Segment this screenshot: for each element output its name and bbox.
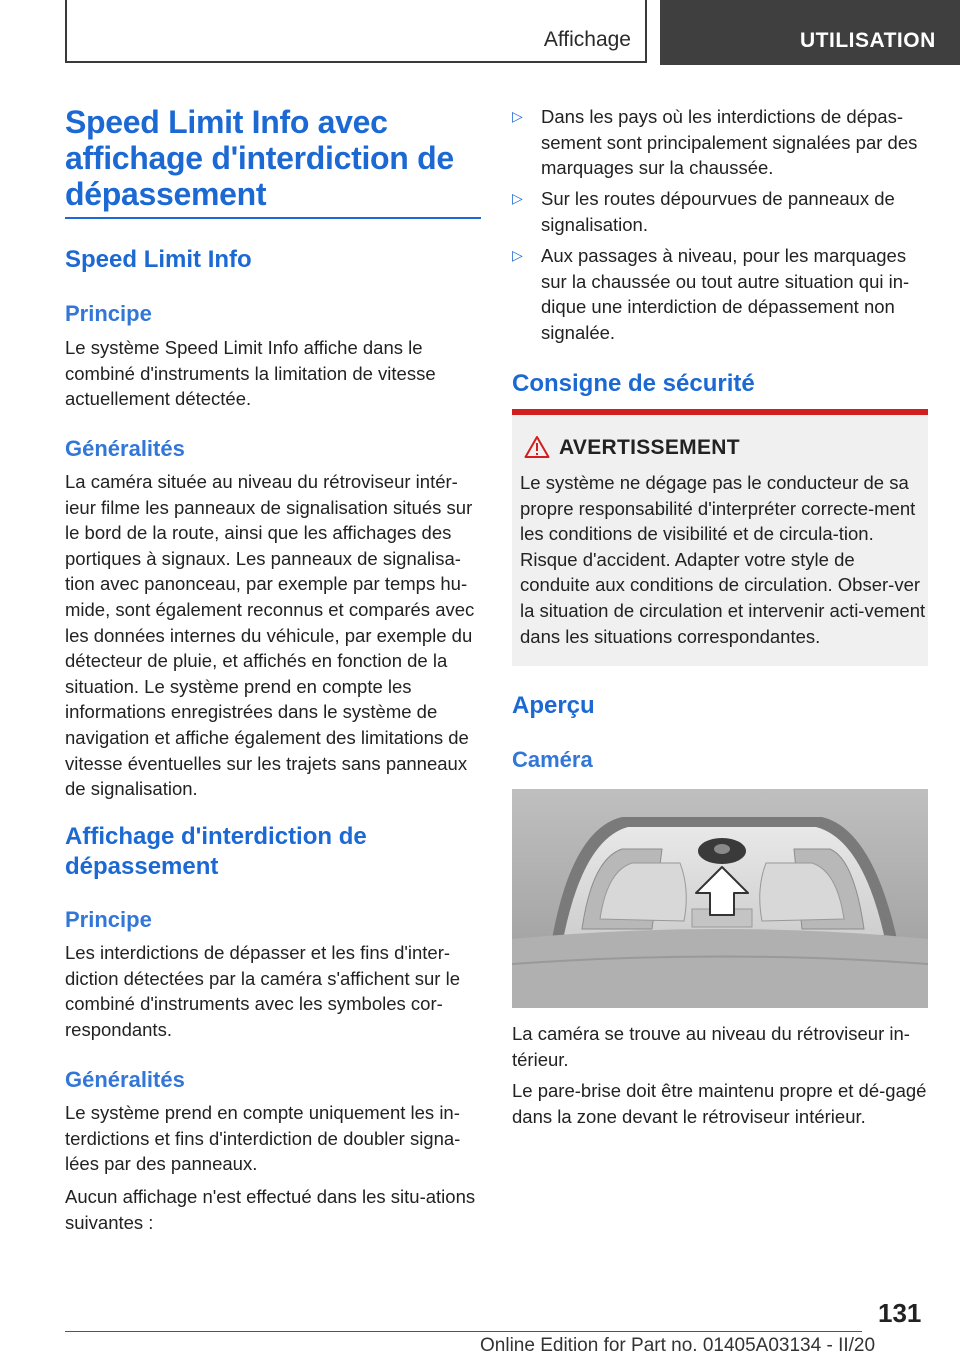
list-item-text: Dans les pays où les interdictions de dépas-sement sont principalement signalées par des marquages sur la chaussée. <box>541 106 918 179</box>
heading-affichage-interdiction: Affichage d'interdiction de dépassement <box>65 823 367 880</box>
header-section-title: Affichage <box>543 28 631 51</box>
heading-consigne-securite: Consigne de sécurité <box>512 370 755 397</box>
paragraph-generalites-1: La caméra située au niveau du rétroviseur intér-ieur filme les panneaux de signalisation situés sur le bord de la route, ainsi que les affichages des portiques à signaux. Les panneaux de signalisa-tion avec panonceau, par exemple par temps hu-mide, sont également reconnus et comparés avec les données internes du véhicule, par exemple du détecteur de pluie, et affichés en fonction de la situation. Le système prend en compte les informations enregistrées dans le système de navigation et affiche également des limitations de vitesse éventuelles sur les trajets sans panneaux de signalisation. <box>65 471 475 800</box>
list-item <box>512 104 928 181</box>
heading-apercu: Aperçu <box>512 692 595 719</box>
header-frame <box>65 0 647 63</box>
paragraph-aucun-affichage: Aucun affichage n'est effectué dans les situ-ations suivantes : <box>65 1186 476 1233</box>
page-title: Speed Limit Info avec affichage d'interdiction de dépassement <box>65 104 454 212</box>
heading-generalites-2: Généralités <box>65 1067 185 1092</box>
triangle-bullet-icon: ▷ <box>512 108 523 124</box>
page-number: 131 <box>878 1298 922 1328</box>
list-item-text: Aux passages à niveau, pour les marquages sur la chaussée ou tout autre situation qui in-dique une interdiction de dépassement non signalée. <box>541 245 910 343</box>
footer-divider <box>65 1331 862 1332</box>
footer-edition: Online Edition for Part no. 01405A03134 - II/20 <box>480 1335 876 1356</box>
triangle-bullet-icon: ▷ <box>512 247 523 263</box>
heading-principe-1: Principe <box>65 301 152 326</box>
list-item <box>512 243 928 345</box>
paragraph-generalites-2: Le système prend en compte uniquement les in-terdictions et fins d'interdiction de doubler signa-lées par des panneaux. <box>65 1102 461 1175</box>
header-chapter-tab: UTILISATION <box>660 0 960 65</box>
heading-generalites-1: Généralités <box>65 436 185 461</box>
camera-illustration <box>512 789 928 1008</box>
list-item-text: Sur les routes dépourvues de panneaux de signalisation. <box>541 188 895 235</box>
warning-text: Le système ne dégage pas le conducteur de sa propre responsabilité d'interpréter correcte-ment les conditions de visibilité et de circula-tion. Risque d'accident. Adapter votre style de conduite aux conditions de circulation. Obser-ver la situation de circulation et intervenir acti-vement dans les situations correspondantes. <box>520 472 926 647</box>
paragraph-principe-2: Les interdictions de dépasser et les fins d'inter-diction détectées par la caméra s'affichent sur le combiné d'instruments avec les symboles cor-respondants. <box>65 942 460 1040</box>
warning-title: AVERTISSEMENT <box>559 436 740 459</box>
triangle-bullet-icon: ▷ <box>512 190 523 206</box>
heading-camera: Caméra <box>512 747 593 772</box>
paragraph-principe-1: Le système Speed Limit Info affiche dans le combiné d'instruments la limitation de vitesse actuellement détectée. <box>65 337 436 410</box>
title-divider <box>65 217 481 219</box>
paragraph-windscreen: Le pare-brise doit être maintenu propre et dé-gagé dans la zone devant le rétroviseur intérieur. <box>512 1080 927 1127</box>
heading-principe-2: Principe <box>65 907 152 932</box>
warning-triangle-icon <box>524 435 550 459</box>
heading-speed-limit-info: Speed Limit Info <box>65 246 252 273</box>
list-item <box>512 186 928 237</box>
paragraph-camera-position: La caméra se trouve au niveau du rétroviseur in-térieur. <box>512 1023 910 1070</box>
